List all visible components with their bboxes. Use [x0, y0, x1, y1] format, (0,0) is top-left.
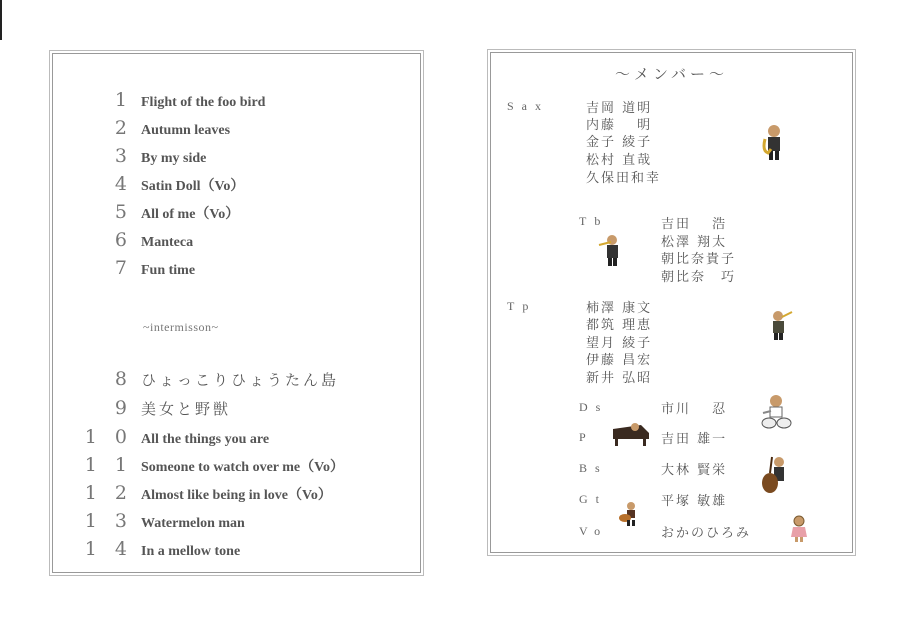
track-title: Someone to watch over me（Vo）: [141, 460, 344, 475]
intermission-label: ~intermisson~: [143, 320, 219, 334]
track-title: Watermelon man: [141, 516, 245, 531]
track-number: 1 0: [84, 426, 133, 448]
list-item: [53, 482, 332, 504]
member-name: 吉田 浩: [661, 217, 728, 232]
track-number: 8: [114, 368, 133, 390]
member-name: 都筑 理恵: [586, 318, 653, 333]
setlist-panel: [52, 53, 421, 573]
track-number: 1 2: [84, 482, 133, 504]
section-label-vo: Vo: [579, 524, 609, 538]
track-number: 1 3: [84, 510, 133, 532]
list-item: [53, 538, 240, 560]
list-item: [53, 257, 195, 279]
member-name: 吉田 雄一: [661, 432, 728, 447]
track-title: Fun time: [141, 263, 196, 278]
section-label-ds: Ds: [579, 400, 609, 414]
list-item: [53, 368, 339, 390]
member-name: 柿澤 康文: [586, 301, 653, 316]
track-number: 1 1: [84, 454, 133, 476]
track-title: ひょっこりひょうたん島: [141, 373, 340, 389]
members-title: ～メンバー～: [615, 65, 728, 83]
member-name: 朝比奈 巧: [661, 270, 737, 285]
saxophone-player-icon: [759, 123, 789, 161]
member-name: おかのひろみ: [661, 526, 752, 541]
track-title: All the things you are: [141, 432, 270, 447]
list-item: [53, 510, 245, 532]
track-title: Manteca: [141, 235, 194, 250]
member-name: 松村 直哉: [586, 153, 653, 168]
track-number: 3: [114, 145, 133, 167]
list-item: [53, 229, 193, 251]
page-edge-mark: [0, 0, 2, 40]
section-label-p: P: [579, 430, 594, 444]
track-number: 9: [114, 397, 133, 419]
list-item: [53, 117, 230, 139]
member-name: 新井 弘昭: [586, 371, 653, 386]
guitarist-icon: [617, 501, 643, 527]
track-title: Flight of the foo bird: [141, 95, 266, 110]
track-title: Almost like being in love（Vo）: [141, 488, 332, 503]
section-label-tb: Tb: [579, 214, 609, 228]
member-name: 大林 賢栄: [661, 463, 728, 478]
track-title: In a mellow tone: [141, 544, 241, 559]
trumpet-player-icon: [765, 309, 793, 341]
track-number: 1 4: [84, 538, 133, 560]
list-item: [53, 454, 344, 476]
list-item: [53, 397, 231, 419]
track-title: Autumn leaves: [141, 123, 231, 138]
member-name: 平塚 敏雄: [661, 494, 728, 509]
list-item: [53, 201, 239, 223]
track-title: By my side: [141, 151, 207, 166]
track-number: 2: [114, 117, 133, 139]
member-name: 朝比奈貴子: [661, 252, 737, 267]
member-name: 金子 綾子: [586, 135, 653, 150]
section-label-bs: Bs: [579, 461, 608, 475]
singer-icon: [789, 515, 809, 543]
section-label-tp: Tp: [507, 299, 537, 313]
member-name: 松澤 翔太: [661, 235, 728, 250]
member-name: 市川 忍: [661, 402, 728, 417]
track-title: All of me（Vo）: [141, 207, 240, 222]
section-label-sax: Sax: [507, 99, 549, 113]
track-number: 4: [114, 173, 133, 195]
track-title: Satin Doll（Vo）: [141, 179, 245, 194]
drummer-icon: [759, 393, 793, 431]
list-item: [53, 145, 206, 167]
track-title: 美女と野獣: [141, 402, 232, 418]
member-name: 伊藤 昌宏: [586, 353, 653, 368]
bassist-icon: [759, 455, 789, 495]
track-number: 5: [114, 201, 133, 223]
section-label-gt: Gt: [579, 492, 607, 506]
piano-icon: [611, 419, 651, 447]
member-name: 久保田和幸: [586, 171, 662, 186]
list-item: [53, 89, 265, 111]
members-panel: [490, 52, 853, 553]
member-name: 望月 綾子: [586, 336, 653, 351]
list-item: [53, 173, 244, 195]
track-number: 7: [114, 257, 133, 279]
member-name: 内藤 明: [586, 118, 653, 133]
trombone-player-icon: [597, 233, 623, 267]
track-number: 1: [114, 89, 133, 111]
list-item: [53, 426, 269, 448]
member-name: 吉岡 道明: [586, 101, 653, 116]
track-number: 6: [114, 229, 133, 251]
